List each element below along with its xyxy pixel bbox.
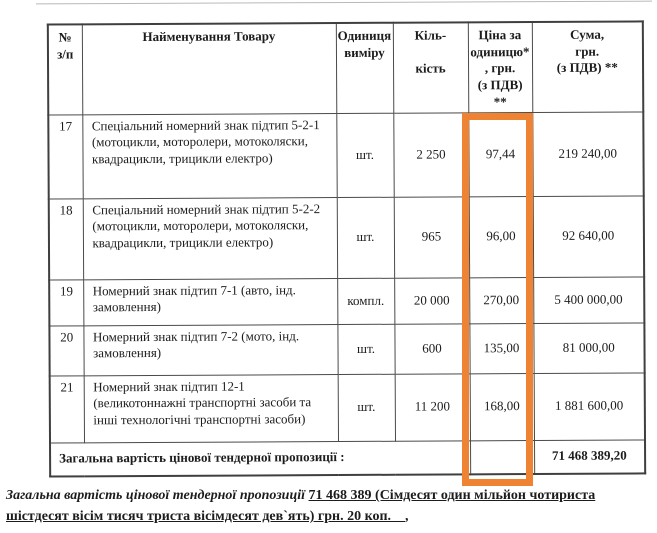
cell-sum: 219 240,00 (532, 111, 643, 196)
table-row (50, 372, 645, 442)
cell-price: 135,00 (469, 323, 533, 373)
cell-qty: 11 200 (395, 373, 470, 440)
col-header-num: № з/п (48, 24, 82, 114)
total-value: 71 468 389,20 (534, 439, 645, 474)
col-header-qty: Кіль- кість (393, 22, 468, 112)
cell-num: 19 (49, 279, 83, 325)
footer-lead-text: Загальна вартість цінової тендерної пропозиції (6, 488, 309, 503)
tender-price-table (47, 20, 646, 477)
cell-sum: 81 000,00 (533, 322, 644, 373)
col-header-name: Найменування Товару (82, 23, 336, 114)
cell-num: 18 (49, 198, 83, 279)
cell-unit: шт. (338, 374, 395, 441)
cell-price: 97,44 (468, 112, 532, 196)
cell-qty: 20 000 (394, 277, 469, 323)
cell-qty: 965 (394, 196, 469, 277)
cell-qty: 600 (394, 323, 469, 373)
cell-sum: 1 881 600,00 (534, 372, 645, 440)
previous-table-fragment-line (36, 1, 652, 5)
col-header-unit: Одиниця виміру (336, 23, 393, 113)
cell-name: Номерний знак підтип 7-2 (мото, інд. замовлення) (83, 324, 337, 375)
footer-trailing-comma: , (405, 509, 409, 524)
cell-unit: шт. (337, 324, 394, 374)
cell-num: 21 (50, 375, 84, 442)
cell-sum: 5 400 000,00 (533, 276, 644, 323)
cell-unit: шт. (336, 113, 393, 197)
total-label: Загальна вартість цінової тендерної пропозиції : (50, 440, 470, 476)
cell-qty: 2 250 (393, 112, 468, 196)
table-row (48, 111, 643, 198)
cell-name: Номерний знак підтип 7-1 (авто, інд. замовлення) (83, 278, 337, 325)
cell-num: 20 (49, 325, 83, 375)
cell-name: Спеціальний номерний знак підтип 5-2-1 (мотоцикли, моторолери, мотоколяски, квадрацикли, трицикли електро) (82, 113, 336, 198)
footer-amount-line1: 71 468 389 (Сімдесят один мільйон чотириста (308, 488, 596, 503)
table-row (49, 276, 644, 325)
cell-unit: компл. (337, 278, 394, 324)
col-header-price: Ціна за одиницю* , грн. (з ПДВ) ** (468, 22, 532, 112)
cell-unit: шт. (337, 197, 394, 278)
total-amount-sentence (6, 485, 654, 527)
total-empty-price-cell (470, 440, 534, 474)
cell-sum: 92 640,00 (533, 195, 644, 277)
col-header-sum: Сума, грн. (з ПДВ) ** (532, 21, 643, 112)
cell-num: 17 (48, 114, 82, 198)
total-row (50, 439, 645, 476)
table-row (49, 322, 644, 375)
cell-price: 168,00 (470, 373, 534, 440)
table-row (49, 195, 644, 279)
footer-amount-line2: шістдесят вісім тисяч триста вісімдесят дев`ять) грн. 20 коп. (6, 509, 406, 524)
cell-name: Номерний знак підтип 12-1 (великотоннажні транспортні засоби та інші технологічні транспортні засоби) (84, 374, 338, 442)
table-header-row (48, 21, 643, 114)
cell-name: Спеціальний номерний знак підтип 5-2-2 (мотоцикли, моторолери, мотоколяски, квадрацикли, трицикли електро) (83, 197, 337, 279)
cell-price: 96,00 (469, 196, 533, 277)
tender-price-table-wrap (47, 20, 644, 477)
cell-price: 270,00 (469, 277, 533, 323)
